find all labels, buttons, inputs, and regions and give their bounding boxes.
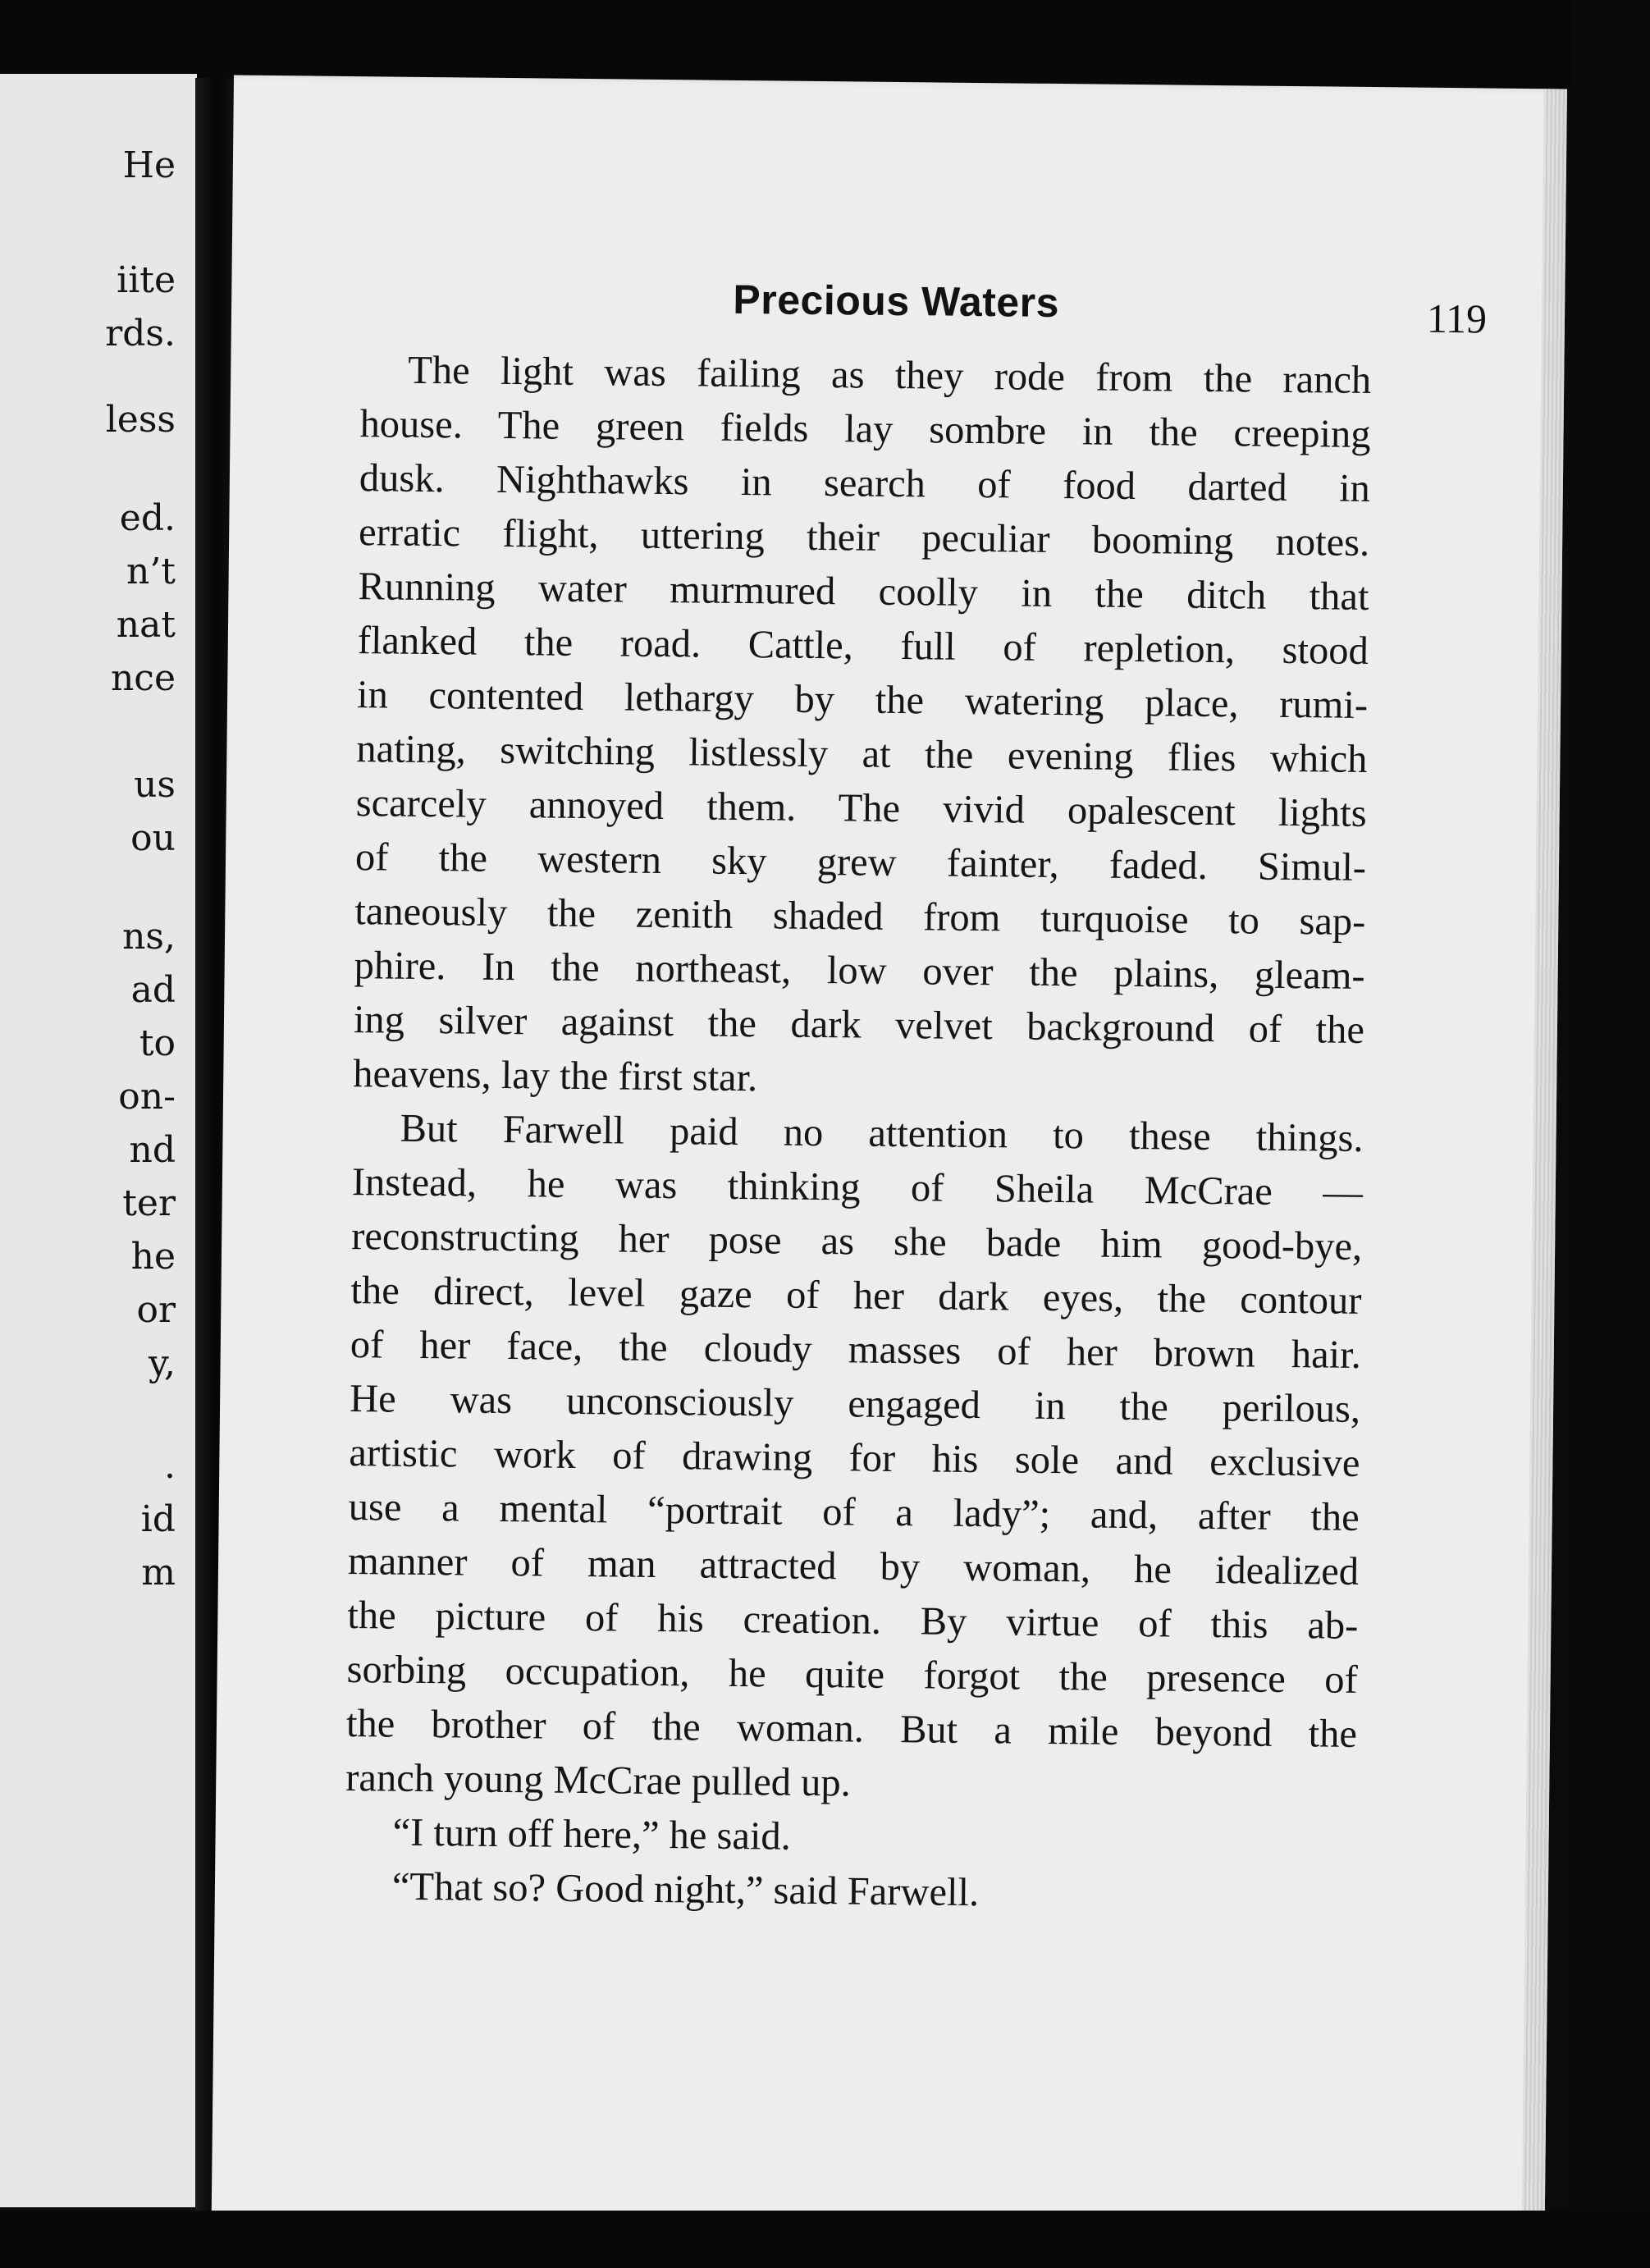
facing-page-fragment: n’t: [126, 551, 176, 592]
facing-page-fragment: ed.: [119, 497, 176, 539]
text-line: flanked the road. Cattle, full of repletion, stood: [357, 619, 1369, 674]
text-line: the direct, level gaze of her dark eyes, the contour: [350, 1269, 1362, 1323]
facing-page-fragment: ad: [130, 969, 176, 1011]
facing-page-fragment: he: [130, 1236, 176, 1278]
paragraph-1: [305, 343, 1372, 1112]
text-line: manner of man attracted by woman, he idealized: [347, 1539, 1360, 1594]
facing-page-fragment: ns,: [122, 916, 176, 958]
text-line: nating, switching listlessly at the evening flies which: [356, 727, 1368, 782]
text-line: taneously the zenith shaded from turquoise to sap-: [354, 889, 1366, 944]
facing-page-fragment: nat: [116, 604, 176, 646]
text-line: house. The green fields lay sombre in the creeping: [359, 402, 1371, 457]
facing-page-fragment: nd: [129, 1129, 176, 1171]
facing-page-fragment: or: [136, 1289, 176, 1331]
facing-page-fragment: He: [122, 144, 176, 186]
text-line: of the western sky grew fainter, faded. Simul-: [354, 835, 1367, 889]
facing-page-fragment: y,: [149, 1342, 176, 1384]
text-line: phire. In the northeast, low over the plains, gleam-: [354, 944, 1365, 998]
facing-page-fragment: id: [140, 1498, 176, 1540]
scan-right-border: [1572, 0, 1650, 2268]
text-line: in contented lethargy by the watering place, rumi-: [356, 673, 1369, 728]
text-line: He was unconsciously engaged in the perilous,: [349, 1377, 1361, 1431]
facing-page-fragment: ter: [122, 1182, 176, 1224]
text-line: “I turn off here,” he said.: [392, 1810, 792, 1859]
text-line: Instead, he was thinking of Sheila McCrae —: [351, 1160, 1364, 1214]
facing-page-text-fragments: [0, 74, 197, 2207]
book-page: [211, 75, 1567, 2268]
text-line: use a mental “portrait of a lady”; and, after the: [348, 1485, 1360, 1539]
paragraph-2: [298, 1100, 1364, 1815]
facing-page-fragment: on-: [118, 1076, 176, 1118]
text-line: reconstructing her pose as she bade him good-bye,: [350, 1214, 1363, 1269]
facing-page-fragment: us: [134, 764, 176, 806]
text-line: The light was failing as they rode from the ranch: [408, 348, 1372, 403]
text-line: Running water murmured coolly in the ditch that: [358, 565, 1369, 620]
facing-page-fragment: to: [139, 1022, 176, 1064]
facing-page-fragment: m: [141, 1552, 176, 1594]
facing-page-fragment: less: [105, 399, 176, 441]
text-line: scarcely annoyed them. The vivid opalescent lights: [355, 781, 1367, 835]
body-text: [297, 343, 1372, 1924]
page-number: 119: [1426, 295, 1488, 342]
facing-page-fragment: rds.: [105, 313, 176, 354]
text-line: erratic flight, uttering their peculiar booming notes.: [358, 510, 1370, 565]
running-head: [305, 271, 1488, 349]
text-line: the picture of his creation. By virtue of this ab-: [347, 1594, 1359, 1648]
facing-page-fragment: iite: [117, 259, 176, 301]
facing-page-fragment: .: [164, 1445, 176, 1487]
text-line: ing silver against the dark velvet background of the: [353, 998, 1365, 1052]
paragraph-4: [297, 1859, 1356, 1924]
text-line: “That so? Good night,” said Farwell.: [391, 1864, 980, 1915]
page-edge: [1521, 89, 1567, 2268]
facing-page-fragment: ou: [130, 817, 176, 859]
text-line: artistic work of drawing for his sole and exclusive: [349, 1431, 1360, 1485]
text-line: But Farwell paid no attention to these things.: [400, 1106, 1364, 1160]
text-line: of her face, the cloudy masses of her brown hair.: [350, 1323, 1362, 1377]
scan-bottom-border: [0, 2211, 1650, 2268]
text-line: sorbing occupation, he quite forgot the presence of: [346, 1648, 1358, 1702]
text-line: heavens, lay the first star.: [353, 1052, 758, 1100]
facing-page: [0, 74, 197, 2207]
text-line: the brother of the woman. But a mile beyond the: [345, 1702, 1358, 1756]
facing-page-fragment: nce: [110, 657, 176, 699]
text-line: ranch young McCrae pulled up.: [345, 1756, 852, 1805]
text-line: dusk. Nighthawks in search of food darted in: [359, 456, 1371, 511]
running-head-title: Precious Waters: [733, 276, 1060, 327]
